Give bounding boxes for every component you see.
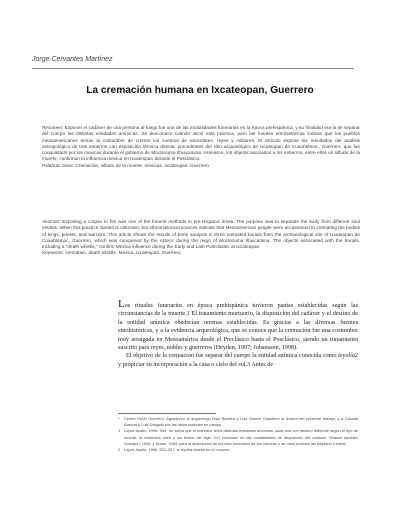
- footnote-rule: [118, 413, 216, 414]
- abstract-block: [42, 219, 360, 257]
- resumen-block: [42, 125, 360, 169]
- abstract-label: Abstract:: [42, 219, 61, 224]
- teyolia-term: teyolía: [338, 353, 355, 360]
- body-paragraph-1: [118, 300, 358, 352]
- paragraph-2-text-a: El objetivo de la cremación fue separar del cuerpo la entidad anímica conocida como: [126, 353, 339, 360]
- keywords-label: Keywords:: [42, 250, 64, 256]
- paragraph-1-text: os rituales funerarios en época prehispánica tuvieron pautas establecidas según las circunstancias de la muerte.1 El tratamiento mortuorio, la disposición del cadáver y el destino de la entidad anímica obedecían normas establecidas. Es gracias a las diversas fuentes etnohistóricas, y a la evidencia arqueológica, que se conoce que la cremación fue una costumbre muy arraigada en Mesoamérica desde el Preclásico hasta el Posclásico, siendo un tratamiento suscrito para reyes, nobles y guerreros (Heyden, 1997; Johansson, 1998).: [118, 303, 358, 352]
- body-text: [118, 300, 358, 369]
- resumen-text: Exponer el cadáver de una persona al fuego fue una de las modalidades funerarias en la época prehispánica, y su finalidad era la de separar del cuerpo las distintas entidades anímicas. Se desconoce cuándo inició esta práctica, pero las fuentes etnohistóricas indican que los pueblos mesoamericanos tenían la costumbre de cremar los cuerpos de sacerdotes, reyes y militares. El artículo expone los resultados del análisis antropológico de tres entierros con exposición térmica directa, procedentes del sitio arqueológico de Ixcateopan de Cuauhtémoc, Guerrero, que fue conquistado por los mexicas durante el gobierno de Moctezuma Ilhuicamina. Asimismo, los objetos asociados a los entierros, entre ellos un silbato de la muerte, confirman la influencia mexica en Ixcateopan durante el Posclásico.: [42, 125, 361, 162]
- footnote-item: [118, 416, 358, 428]
- footnote-text: Centro INAH Guerrero. Agradezco al arqueólogo Raúl Barrera y Luis Gómez Gastélum la lectura del presente trabajo, y a Claudia Alarcón y Luis Delgado por las observaciones en campo.: [124, 416, 358, 428]
- keywords-text: cremation, death whistle, Mexica, Ixcateopan, Guerrero.: [65, 250, 182, 256]
- footnote-text: López Austin, 1996: 252–257; la teyolía residía en el corazón.: [124, 447, 231, 453]
- footnote-text: López Austin, 1996: 359. Se sabía que el individuo tenía distintas entidades anímicas, cada una con destino diferente según el tipo de muerte; la evidencia ósea y los textos del siglo XVI coinciden en las modalidades de disposición del cadáver. Véanse también Sahagún, 1969, y Durán, 1984, para la descripción de los ritos funerarios de los mexicas y de otros pueblos del Altiplano Central.: [124, 428, 358, 446]
- footnote-number: 1: [118, 428, 121, 434]
- footnote-item: [118, 447, 358, 453]
- body-paragraph-2: [118, 352, 358, 369]
- palabras-clave-label: Palabras clave:: [42, 162, 75, 168]
- footnote-item: [118, 428, 358, 447]
- header-rule: [32, 68, 354, 69]
- footnote-number: 2: [118, 447, 121, 453]
- paragraph-2-text-b: 2 y propiciar su incorporación a la casa o cielo del sol.3 Antes de: [118, 353, 358, 368]
- abstract-text: Exposing a corpse to fire was one of the funeral methods in pre-Hispanic times. The purpose was to separate the body from different soul entities. When this practice started is unknown, but ethnohistorical sources indicate that Mesoamerican people were accustomed to cremating the bodies of kings, priests, and warriors. This article shows the results of bone analysis in three cremated burials from the archaeological site of Ixcateopan de Cuauhtémoc, Guerrero, which was conquered by the Aztecs during the reign of Moctezuma Ilhuicamina. The objects associated with the burials, including a “death whistle,” confirm Mexica influence during the Early and Late Postclassic at Ixcateopan.: [42, 219, 360, 250]
- resumen-label: Resumen:: [42, 125, 64, 130]
- drop-cap: L: [118, 298, 125, 310]
- footnotes: [118, 416, 358, 453]
- palabras-clave-text: Cremación, silbato de la muerte, mexicas, Ixcateopan, Guerrero.: [75, 162, 211, 168]
- article-title: La cremación humana en Ixcateopan, Guerrero: [86, 85, 314, 96]
- footnote-number: *: [118, 416, 120, 421]
- author-name: Jorge Cervantes Martínez: [32, 56, 113, 63]
